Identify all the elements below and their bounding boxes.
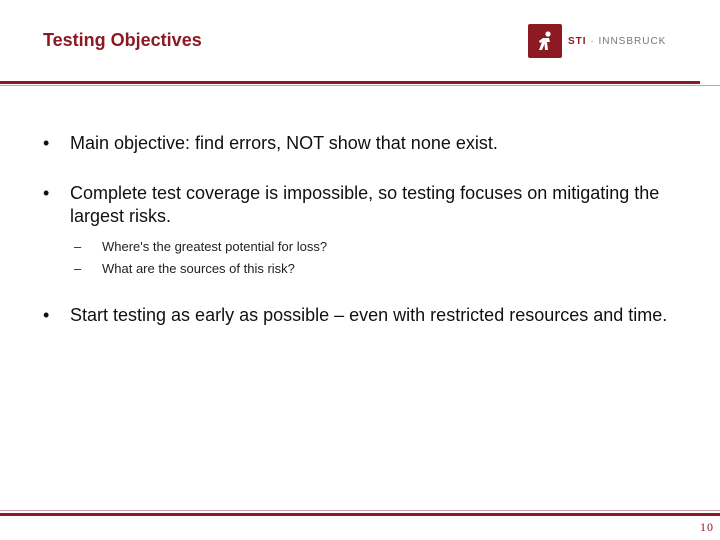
bullet-text: Start testing as early as possible – even with restricted resources and time. [70,305,668,325]
footer-rule-thin [0,510,720,511]
logo-text [568,36,666,47]
logo-separator: · [586,35,599,47]
bullet-list [43,132,683,327]
bullet-text: Complete test coverage is impossible, so testing focuses on mitigating the largest risks. [70,183,660,226]
sub-bullet-marker: – [74,239,82,254]
header-rule [0,81,700,84]
slide-title: Testing Objectives [43,30,202,50]
logo-brand: STI [568,35,587,47]
bullet-item [43,304,683,327]
bullet-text: Main objective: find errors, NOT show that none exist. [70,133,498,153]
bullet-marker: • [43,305,50,325]
sub-bullet-list [70,236,683,280]
logo-location: INNSBRUCK [598,35,667,47]
logo-box [528,24,562,58]
person-icon [534,30,556,52]
footer-rule [0,513,720,516]
bullet-marker: • [43,183,50,203]
sub-bullet-marker: – [74,261,82,276]
page-number: 10 [700,520,714,534]
bullet-item [43,182,683,280]
bullet-marker: • [43,133,50,153]
bullet-item [43,132,683,155]
sub-bullet-text: What are the sources of this risk? [102,261,295,276]
sub-bullet-text: Where's the greatest potential for loss? [102,239,328,254]
sti-logo [528,24,666,58]
header-rule-thin [0,85,720,86]
sub-bullet-item [70,258,683,280]
sub-bullet-item [70,236,683,258]
